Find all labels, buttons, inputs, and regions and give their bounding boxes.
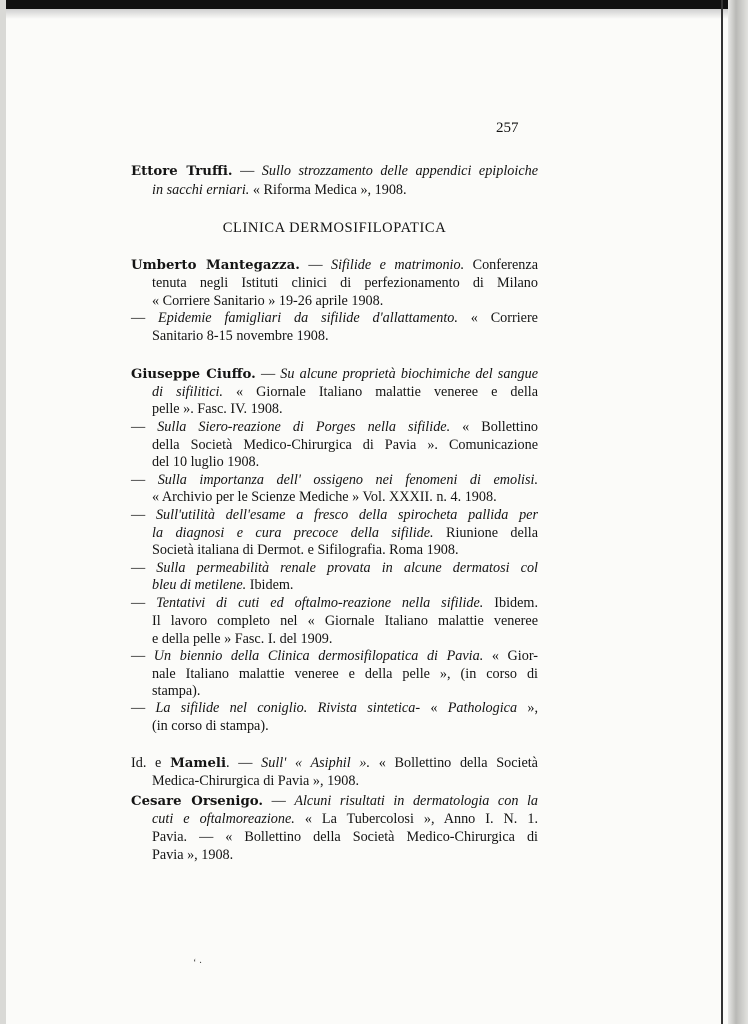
text-line: [131, 163, 538, 180]
text-line: [131, 755, 538, 772]
citation-text: pelle ». Fasc. IV. 1908.: [152, 401, 283, 417]
work-title: la diagnosi e cura precoce della sifilide.: [152, 525, 434, 541]
citation-text: »,: [517, 700, 538, 716]
citation-text: —: [263, 793, 295, 809]
citation-text: (in corso di stampa).: [152, 718, 269, 734]
text-line: [131, 560, 538, 577]
text-line: [131, 257, 538, 274]
author-name: Ettore Truffi.: [131, 164, 233, 179]
citation-text: « Corriere Sanitario » 19-26 aprile 1908.: [152, 293, 384, 309]
text-line: [152, 437, 538, 454]
citation-text: —: [131, 507, 156, 523]
work-title: Pathologica: [447, 700, 518, 716]
text-line: [152, 384, 538, 401]
text-line: [152, 718, 269, 735]
text-line: [152, 454, 259, 471]
citation-text: Il lavoro completo nel « Giornale Italiano malattie veneree: [152, 613, 538, 629]
work-title: Alcuni risultati in dermatologia con la: [294, 793, 538, 809]
work-title: Sulla Siero-reazione di Porges nella sifilide.: [157, 419, 451, 435]
citation-text: « Corriere: [457, 310, 538, 326]
text-line: [131, 419, 538, 436]
text-line: [131, 472, 538, 489]
work-title: Su alcune proprietà biochimiche del sangue: [280, 366, 538, 382]
text-line: [152, 666, 538, 683]
stray-mark: ‘ ·: [193, 958, 203, 969]
citation-text: « Bollettino della Società: [370, 755, 538, 771]
citation-text: Id. e: [131, 755, 171, 771]
text-line: [131, 595, 538, 612]
citation-text: e della pelle » Fasc. I. del 1909.: [152, 631, 333, 647]
work-title: Sull' « Asiphil ».: [261, 755, 371, 771]
author-name: Giuseppe Ciuffo.: [131, 367, 256, 382]
work-title: Tentativi di cuti ed oftalmo-reazione nella sifilide.: [156, 595, 484, 611]
citation-text: —: [131, 700, 156, 716]
citation-text: « Bollettino: [450, 419, 539, 435]
scan-top-shadow: [0, 9, 748, 19]
work-title: bleu di metilene.: [152, 577, 247, 593]
scan-right-edge: [728, 0, 748, 1024]
citation-text: Ibidem.: [246, 577, 294, 593]
work-title: di sifilitici.: [152, 384, 223, 400]
text-line: [152, 182, 407, 199]
scan-binding-line: [721, 0, 723, 1024]
work-title: La sifilide nel coniglio. Rivista sintetica: [155, 700, 416, 716]
text-line: [152, 542, 459, 559]
citation-text: Riunione della: [433, 525, 539, 541]
citation-text: —: [131, 560, 157, 576]
citation-text: —: [131, 419, 158, 435]
citation-text: tenuta negli Istituti clinici di perfezionamento di Milano: [152, 275, 538, 291]
text-line: [131, 700, 538, 717]
text-line: [152, 401, 283, 418]
text-line: [152, 293, 383, 310]
text-line: [152, 631, 332, 648]
text-line: [152, 275, 538, 292]
citation-text: Società italiana di Dermot. e Sifilografia. Roma 1908.: [152, 542, 459, 558]
text-line: [131, 793, 538, 810]
citation-text: del 10 luglio 1908.: [152, 454, 260, 470]
citation-text: —: [255, 366, 281, 382]
scan-left-edge: [0, 0, 6, 1024]
author-name: Umberto Mantegazza.: [131, 258, 300, 273]
text-line: [152, 847, 233, 864]
citation-text: Pavia », 1908.: [152, 847, 234, 863]
citation-text: « La Tubercolosi », Anno I. N. 1.: [294, 811, 538, 827]
citation-text: Medica-Chirurgica di Pavia », 1908.: [152, 773, 359, 789]
citation-text: - «: [415, 700, 448, 716]
citation-text: —: [232, 163, 262, 179]
work-title: Epidemie famigliari da sifilide d'allattamento.: [158, 310, 458, 326]
text-line: [152, 613, 538, 630]
text-line: [152, 525, 538, 542]
citation-text: della Società Medico-Chirurgica di Pavia ». Comunicazione: [152, 437, 538, 453]
citation-text: nale Italiano malattie veneree e della pelle », (in corso di: [152, 666, 538, 682]
citation-text: —: [131, 472, 158, 488]
work-title: Sull'utilità dell'esame a fresco della spirocheta pallida per: [155, 507, 538, 523]
section-heading: CLINICA DERMOSIFILOPATICA: [222, 220, 447, 236]
citation-text: Sanitario 8-15 novembre 1908.: [152, 328, 329, 344]
work-title: Un biennio della Clinica dermosifilopatica di Pavia.: [153, 648, 484, 664]
work-title: cuti e oftalmoreazione.: [152, 811, 295, 827]
text-line: [131, 648, 538, 665]
citation-text: —: [131, 595, 157, 611]
text-line: [152, 328, 329, 345]
scan-top-border: [0, 0, 748, 9]
text-line: [152, 489, 497, 506]
citation-text: —: [131, 310, 159, 326]
text-line: [152, 683, 200, 700]
author-name: Cesare Orsenigo.: [131, 794, 264, 809]
citation-text: . —: [226, 755, 262, 771]
text-line: [152, 577, 293, 594]
work-title: Sifilide e matrimonio.: [330, 257, 465, 273]
citation-text: « Riforma Medica », 1908.: [249, 182, 407, 198]
citation-text: « Giornale Italiano malattie veneree e della: [222, 384, 538, 400]
work-title: Sulla permeabilità renale provata in alcune dermatosi col: [156, 560, 538, 576]
citation-text: « Archivio per le Scienze Mediche » Vol. XXXII. n. 4. 1908.: [152, 489, 497, 505]
citation-text: Ibidem.: [483, 595, 539, 611]
page-number: 257: [496, 120, 519, 136]
citation-text: Conferenza: [464, 257, 538, 273]
citation-text: —: [299, 257, 331, 273]
text-line: [131, 507, 538, 524]
citation-text: —: [131, 648, 154, 664]
citation-text: Pavia. — « Bollettino della Società Medico-Chirurgica di: [152, 829, 538, 845]
work-title: in sacchi erniari.: [152, 182, 250, 198]
citation-text: stampa).: [152, 683, 201, 699]
work-title: Sulla importanza dell' ossigeno nei fenomeni di emolisi.: [157, 472, 538, 488]
text-line: [152, 773, 359, 790]
citation-text: « Gior-: [483, 648, 539, 664]
text-line: [131, 310, 538, 327]
text-line: [152, 811, 538, 828]
work-title: Sullo strozzamento delle appendici epiploiche: [261, 163, 539, 179]
text-line: [152, 829, 538, 846]
text-line: [131, 366, 538, 383]
author-name: Mameli: [170, 756, 227, 771]
